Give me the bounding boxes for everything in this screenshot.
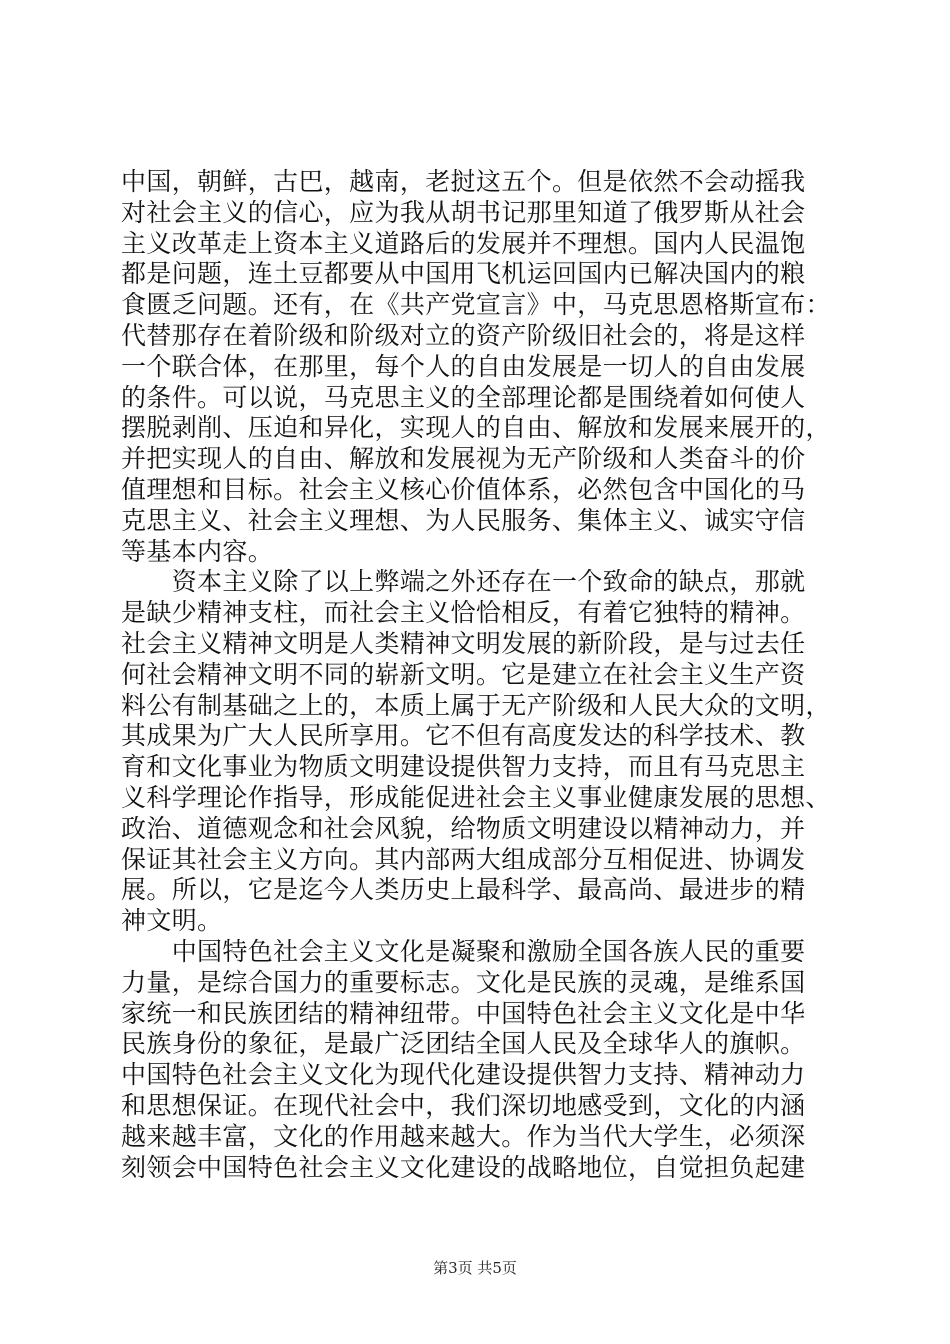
text-line: 展。所以，它是迄今人类历史上最科学、最高尚、最进步的精	[121, 875, 806, 905]
text-line: 政治、道德观念和社会风貌，给物质文明建设以精神动力，并	[121, 813, 806, 843]
text-line: 育和文化事业为物质文明建设提供智力支持，而且有马克思主	[121, 752, 806, 782]
text-line: 中国特色社会主义文化是凝聚和激励全国各族人民的重要	[121, 936, 806, 966]
text-line: 克思主义、社会主义理想、为人民服务、集体主义、诚实守信	[121, 505, 806, 535]
text-line: 何社会精神文明不同的崭新文明。它是建立在社会主义生产资	[121, 659, 806, 689]
text-line: 资本主义除了以上弊端之外还存在一个致命的缺点，那就	[121, 567, 806, 597]
text-line: 神文明。	[121, 906, 223, 936]
text-line: 对社会主义的信心，应为我从胡书记那里知道了俄罗斯从社会	[121, 197, 806, 227]
text-line: 并把实现人的自由、解放和发展视为无产阶级和人类奋斗的价	[121, 444, 806, 474]
text-line: 等基本内容。	[121, 536, 274, 566]
text-line: 的条件。可以说，马克思主义的全部理论都是围绕着如何使人	[121, 382, 806, 412]
text-line: 料公有制基础之上的，本质上属于无产阶级和人民大众的文明，	[121, 690, 831, 720]
text-line: 是缺少精神支柱，而社会主义恰恰相反，有着它独特的精神。	[121, 598, 806, 628]
page-footer	[0, 1257, 950, 1278]
text-line: 社会主义精神文明是人类精神文明发展的新阶段，是与过去任	[121, 628, 806, 658]
text-line: 义科学理论作指导，形成能促进社会主义事业健康发展的思想、	[121, 782, 831, 812]
text-line: 和思想保证。在现代社会中，我们深切地感受到，文化的内涵	[121, 1090, 806, 1120]
text-line: 中国特色社会主义文化为现代化建设提供智力支持、精神动力	[121, 1060, 806, 1090]
text-line: 刻领会中国特色社会主义文化建设的战略地位，自觉担负起建	[121, 1152, 806, 1182]
text-line: 力量，是综合国力的重要标志。文化是民族的灵魂，是维系国	[121, 967, 806, 997]
text-line: 食匮乏问题。还有，在《共产党宣言》中，马克思恩格斯宣布：	[121, 290, 831, 320]
text-line: 越来越丰富，文化的作用越来越大。作为当代大学生，必须深	[121, 1121, 806, 1151]
text-line: 民族身份的象征，是最广泛团结全国人民及全球华人的旗帜。	[121, 1029, 806, 1059]
page-number: 第3页 共5页	[433, 1259, 517, 1277]
text-line: 代替那存在着阶级和阶级对立的资产阶级旧社会的，将是这样	[121, 320, 806, 350]
text-line: 值理想和目标。社会主义核心价值体系，必然包含中国化的马	[121, 474, 806, 504]
text-line: 摆脱剥削、压迫和异化，实现人的自由、解放和发展来展开的，	[121, 413, 831, 443]
text-line: 其成果为广大人民所享用。它不但有高度发达的科学技术、教	[121, 721, 806, 751]
body-text	[121, 167, 841, 1183]
text-line: 中国，朝鲜，古巴，越南，老挝这五个。但是依然不会动摇我	[121, 167, 806, 196]
text-line: 主义改革走上资本主义道路后的发展并不理想。国内人民温饱	[121, 228, 806, 258]
text-line: 都是问题，连土豆都要从中国用飞机运回国内已解决国内的粮	[121, 259, 806, 289]
text-line: 保证其社会主义方向。其内部两大组成部分互相促进、协调发	[121, 844, 806, 874]
text-line: 一个联合体，在那里，每个人的自由发展是一切人的自由发展	[121, 351, 806, 381]
text-line: 家统一和民族团结的精神纽带。中国特色社会主义文化是中华	[121, 998, 806, 1028]
